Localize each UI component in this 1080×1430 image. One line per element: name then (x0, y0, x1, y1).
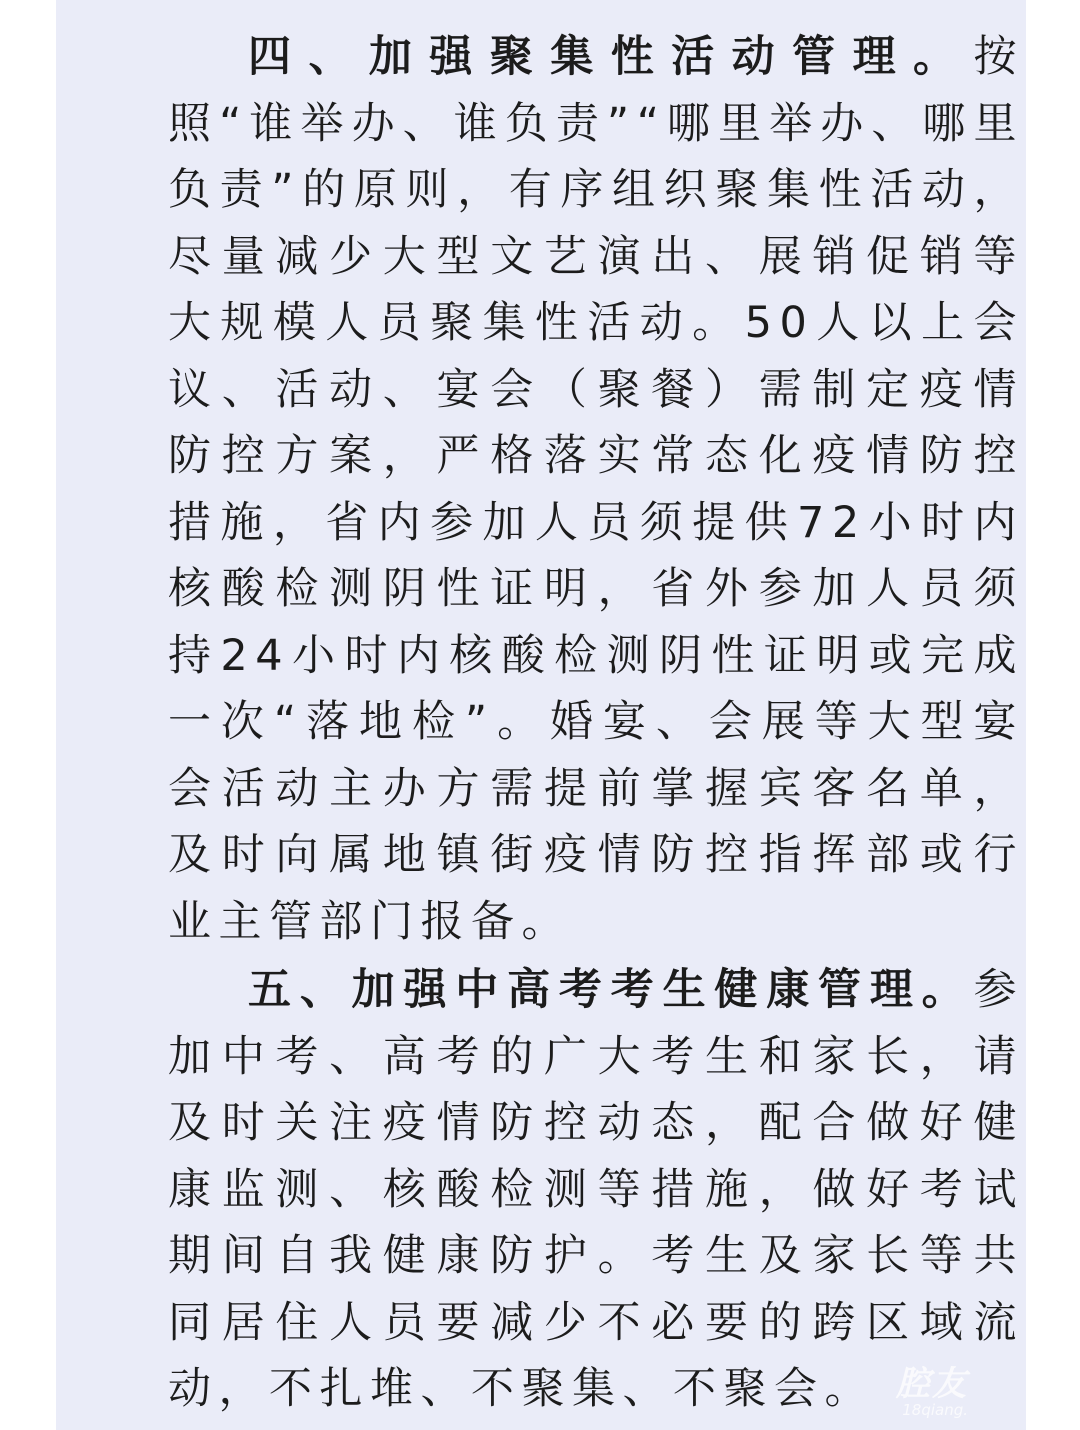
section-four-body: 按照“谁举办、谁负责”“哪里举办、哪里负责”的原则，有序组织聚集性活动，尽量减少大型文艺演出、展销促销等大规模人员聚集性活动。50人以上会议、活动、宴会（聚餐）需制定疫情防控方案，严格落实常态化疫情防控措施，省内参加人员须提供72小时内核酸检测阴性证明，省外参加人员须持24小时内核酸检测阴性证明或完成一次“落地检”。婚宴、会展等大型宴会活动主办方需提前掌握宾客名单，及时向属地镇街疫情防控指挥部或行业主管部门报备。 (168, 32, 1024, 947)
section-four-heading: 四、加强聚集性活动管理。 (248, 32, 974, 82)
document-page (56, 0, 1026, 1430)
section-four-paragraph (168, 24, 1024, 955)
watermark-site: 18qiang. (902, 1401, 968, 1419)
watermark-logo: 腔友 (896, 1364, 968, 1404)
section-five (168, 957, 1024, 1423)
site-watermark (896, 1366, 968, 1418)
section-five-heading: 五、加强中高考考生健康管理。 (248, 965, 974, 1015)
section-four (168, 24, 1024, 955)
section-five-paragraph (168, 957, 1024, 1423)
section-five-body: 参加中考、高考的广大考生和家长，请及时关注疫情防控动态，配合做好健康监测、核酸检测等措施，做好考试期间自我健康防护。考生及家长等共同居住人员要减少不必要的跨区域流动，不扎堆、不聚集、不聚会。 (168, 965, 1024, 1414)
